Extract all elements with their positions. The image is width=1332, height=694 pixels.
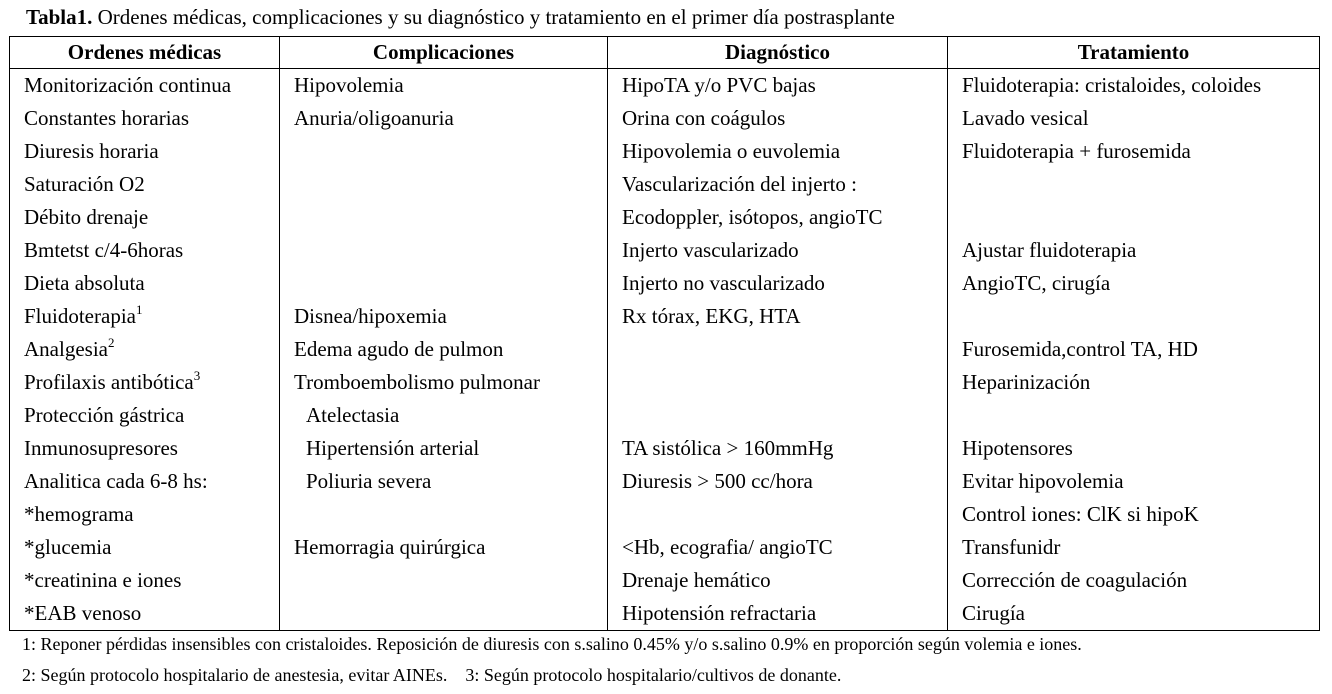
cell-tratamiento (948, 69, 1320, 103)
table-row (10, 399, 1320, 432)
cell-complicaciones (280, 168, 608, 201)
footnote-1: 1: Reponer pérdidas insensibles con cristaloides. Reposición de diuresis con s.salino 0.45% y/o s.salino 0.9% en proporción según volemia e iones. (22, 634, 1082, 654)
cell-tratamiento (948, 333, 1320, 366)
table-row (10, 333, 1320, 366)
cell-tratamiento (948, 498, 1320, 531)
cell-complicaciones (280, 201, 608, 234)
cell-diagnostico (608, 465, 948, 498)
header-diagnostico: Diagnóstico (608, 37, 948, 69)
cell-ordenes (10, 300, 280, 333)
cell-ordenes-text: *creatinina e iones (24, 568, 182, 592)
table-row (10, 432, 1320, 465)
header-tratamiento: Tratamiento (948, 37, 1320, 69)
table-row (10, 135, 1320, 168)
cell-ordenes-text: Constantes horarias (24, 106, 190, 130)
cell-ordenes-text: Inmunosupresores (24, 436, 178, 460)
cell-diagnostico (608, 333, 948, 366)
cell-complicaciones (280, 102, 608, 135)
cell-ordenes-text: Diuresis horaria (24, 139, 159, 163)
cell-diagnostico (608, 267, 948, 300)
cell-tratamiento-text: Lavado vesical (962, 106, 1089, 130)
table-row (10, 498, 1320, 531)
cell-ordenes-text: Analgesia (24, 337, 108, 361)
cell-diagnostico-text: Rx tórax, EKG, HTA (622, 304, 801, 328)
cell-ordenes (10, 597, 280, 631)
cell-complicaciones (280, 135, 608, 168)
cell-tratamiento (948, 564, 1320, 597)
cell-complicaciones-text: Hipovolemia (294, 73, 404, 97)
cell-complicaciones (280, 69, 608, 103)
table-row (10, 564, 1320, 597)
cell-diagnostico (608, 300, 948, 333)
cell-tratamiento-text: AngioTC, cirugía (962, 271, 1111, 295)
cell-complicaciones (280, 564, 608, 597)
cell-tratamiento (948, 597, 1320, 631)
cell-tratamiento (948, 168, 1320, 201)
table-row (10, 300, 1320, 333)
table-row (10, 366, 1320, 399)
cell-ordenes-text: Profilaxis antibótica (24, 370, 194, 394)
cell-diagnostico (608, 135, 948, 168)
cell-tratamiento (948, 135, 1320, 168)
cell-diagnostico-text: Orina con coágulos (622, 106, 786, 130)
cell-diagnostico-text: Hipotensión refractaria (622, 601, 817, 625)
cell-ordenes (10, 234, 280, 267)
cell-complicaciones (280, 498, 608, 531)
cell-tratamiento-text: Cirugía (962, 601, 1025, 625)
cell-tratamiento (948, 465, 1320, 498)
cell-complicaciones-text: Edema agudo de pulmon (294, 337, 504, 361)
cell-ordenes (10, 135, 280, 168)
cell-ordenes-text: Fluidoterapia (24, 304, 136, 328)
cell-complicaciones (280, 465, 608, 498)
cell-ordenes (10, 399, 280, 432)
cell-complicaciones (280, 366, 608, 399)
cell-ordenes (10, 465, 280, 498)
cell-tratamiento (948, 432, 1320, 465)
cell-complicaciones (280, 234, 608, 267)
table-row (10, 267, 1320, 300)
cell-complicaciones-text: Anuria/oligoanuria (294, 106, 454, 130)
table-row (10, 234, 1320, 267)
cell-ordenes-text: Monitorización continua (24, 73, 232, 97)
cell-diagnostico-text: Hipovolemia o euvolemia (622, 139, 841, 163)
cell-complicaciones (280, 399, 608, 432)
cell-complicaciones (280, 432, 608, 465)
cell-complicaciones (280, 300, 608, 333)
cell-ordenes (10, 168, 280, 201)
cell-ordenes-text: Protección gástrica (24, 403, 185, 427)
cell-tratamiento (948, 399, 1320, 432)
cell-ordenes-text: *EAB venoso (24, 601, 142, 625)
cell-diagnostico (608, 498, 948, 531)
table-row (10, 168, 1320, 201)
table-row (10, 69, 1320, 103)
cell-diagnostico (608, 597, 948, 631)
cell-tratamiento-text: Evitar hipovolemia (962, 469, 1124, 493)
cell-diagnostico-text: <Hb, ecografia/ angioTC (622, 535, 833, 559)
table-row (10, 102, 1320, 135)
cell-tratamiento-text: Fluidoterapia + furosemida (962, 139, 1191, 163)
cell-complicaciones (280, 597, 608, 631)
cell-diagnostico-text: Ecodoppler, isótopos, angioTC (622, 205, 883, 229)
header-complicaciones: Complicaciones (280, 37, 608, 69)
cell-ordenes-text: Analitica cada 6-8 hs: (24, 469, 208, 493)
cell-diagnostico-text: Diuresis > 500 cc/hora (622, 469, 813, 493)
cell-ordenes-text: Débito drenaje (24, 205, 149, 229)
footnote-marker: 1 (135, 302, 143, 317)
cell-complicaciones-text: Poliuria severa (306, 469, 432, 493)
cell-complicaciones-text: Disnea/hipoxemia (294, 304, 447, 328)
cell-ordenes-text: *hemograma (24, 502, 134, 526)
cell-ordenes (10, 531, 280, 564)
footnote-2-3 (22, 665, 841, 686)
cell-ordenes (10, 333, 280, 366)
table-body (10, 69, 1320, 631)
caption-text: Ordenes médicas, complicaciones y su diagnóstico y tratamiento en el primer día postrasplante (92, 5, 895, 29)
cell-ordenes (10, 69, 280, 103)
cell-complicaciones (280, 531, 608, 564)
footnote-marker: 2 (107, 335, 115, 350)
orders-table (9, 36, 1320, 631)
cell-tratamiento-text: Fluidoterapia: cristaloides, coloides (962, 73, 1262, 97)
cell-tratamiento-text: Ajustar fluidoterapia (962, 238, 1137, 262)
cell-tratamiento-text: Control iones: ClK si hipoK (962, 502, 1199, 526)
cell-ordenes (10, 201, 280, 234)
footnote-2: 2: Según protocolo hospitalario de anestesia, evitar AINEs. (22, 665, 448, 685)
caption-label: Tabla1. (26, 5, 93, 29)
cell-diagnostico-text: TA sistólica > 160mmHg (622, 436, 834, 460)
cell-diagnostico (608, 531, 948, 564)
cell-tratamiento (948, 234, 1320, 267)
cell-tratamiento (948, 531, 1320, 564)
cell-diagnostico-text: Vascularización del injerto : (622, 172, 857, 196)
header-row (10, 37, 1320, 69)
cell-diagnostico (608, 564, 948, 597)
cell-complicaciones-text: Hipertensión arterial (306, 436, 480, 460)
cell-diagnostico (608, 168, 948, 201)
cell-tratamiento (948, 201, 1320, 234)
table-row (10, 201, 1320, 234)
cell-diagnostico (608, 102, 948, 135)
cell-ordenes (10, 267, 280, 300)
cell-diagnostico (608, 201, 948, 234)
cell-ordenes (10, 498, 280, 531)
footnote-3: 3: Según protocolo hospitalario/cultivos de donante. (465, 665, 842, 685)
cell-ordenes (10, 432, 280, 465)
table-row (10, 465, 1320, 498)
cell-ordenes (10, 564, 280, 597)
cell-ordenes-text: Saturación O2 (24, 172, 145, 196)
cell-complicaciones-text: Hemorragia quirúrgica (294, 535, 486, 559)
cell-diagnostico (608, 366, 948, 399)
cell-tratamiento-text: Corrección de coagulación (962, 568, 1188, 592)
cell-tratamiento (948, 366, 1320, 399)
cell-tratamiento (948, 300, 1320, 333)
cell-complicaciones-text: Tromboembolismo pulmonar (294, 370, 540, 394)
cell-diagnostico (608, 234, 948, 267)
cell-ordenes (10, 102, 280, 135)
cell-ordenes-text: Bmtetst c/4-6horas (24, 238, 184, 262)
cell-tratamiento-text: Transfunidr (962, 535, 1061, 559)
header-ordenes: Ordenes médicas (10, 37, 280, 69)
table-row (10, 597, 1320, 631)
table-caption (26, 5, 895, 30)
cell-ordenes-text: Dieta absoluta (24, 271, 145, 295)
cell-tratamiento (948, 267, 1320, 300)
footnote-marker: 3 (193, 368, 201, 383)
cell-complicaciones (280, 333, 608, 366)
cell-ordenes (10, 366, 280, 399)
cell-diagnostico (608, 399, 948, 432)
cell-tratamiento-text: Furosemida,control TA, HD (962, 337, 1198, 361)
cell-diagnostico-text: HipoTA y/o PVC bajas (622, 73, 816, 97)
cell-diagnostico-text: Drenaje hemático (622, 568, 771, 592)
table-row (10, 531, 1320, 564)
cell-tratamiento-text: Hipotensores (962, 436, 1073, 460)
cell-tratamiento-text: Heparinización (962, 370, 1091, 394)
cell-diagnostico (608, 432, 948, 465)
cell-diagnostico-text: Injerto vascularizado (622, 238, 799, 262)
cell-diagnostico-text: Injerto no vascularizado (622, 271, 825, 295)
cell-ordenes-text: *glucemia (24, 535, 112, 559)
cell-diagnostico (608, 69, 948, 103)
cell-complicaciones-text: Atelectasia (306, 403, 400, 427)
cell-complicaciones (280, 267, 608, 300)
cell-tratamiento (948, 102, 1320, 135)
